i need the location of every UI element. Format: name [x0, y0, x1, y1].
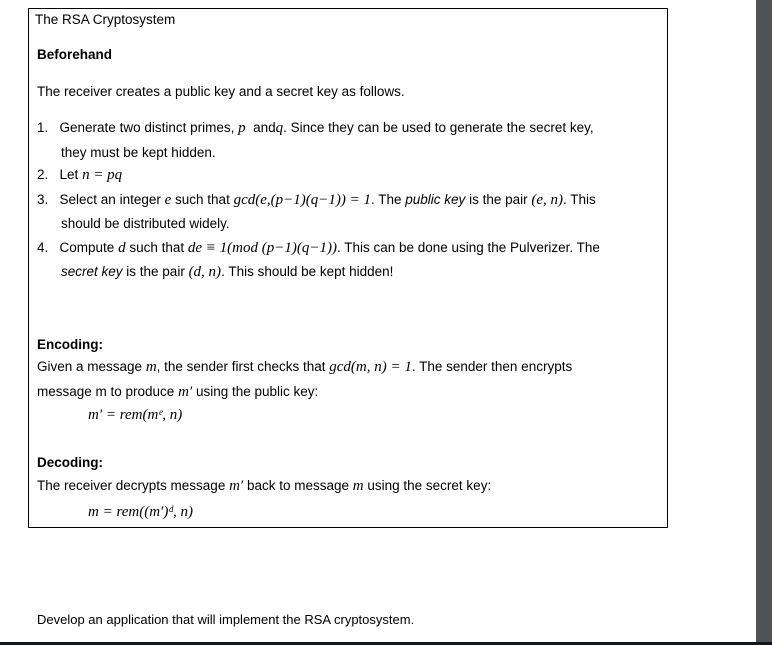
- item-text: . This: [563, 192, 596, 207]
- list-item-4-cont: [61, 264, 393, 280]
- math-e: e: [164, 192, 172, 208]
- beforehand-intro: The receiver creates a public key and a secret key as follows.: [37, 84, 405, 99]
- beforehand-heading: Beforehand: [37, 47, 113, 62]
- item-text: such that: [171, 192, 234, 207]
- text: , the sender first checks that: [156, 359, 330, 374]
- item-text: such that: [125, 240, 188, 255]
- item-number: 3.: [37, 192, 49, 207]
- encoding-formula: m′ = rem(mᵉ, n): [88, 407, 183, 423]
- encoding-heading: Encoding:: [37, 337, 103, 352]
- item-text: is the pair: [122, 264, 189, 279]
- footer-instruction: Develop an application that will implement the RSA cryptosystem.: [37, 612, 415, 627]
- item-text: . Since they can be used to generate the secret key,: [283, 120, 594, 135]
- decoding-formula: m = rem((m′)ᵈ, n): [88, 504, 193, 520]
- encoding-line-2: [37, 384, 318, 400]
- item-number: 1.: [37, 120, 49, 135]
- item-text: Generate two distinct primes,: [59, 120, 239, 135]
- item-text: . This should be kept hidden!: [221, 264, 394, 279]
- text: using the public key:: [192, 384, 319, 399]
- public-key-term: public key: [405, 192, 466, 207]
- item-text: is the pair: [465, 192, 532, 207]
- item-text: Let: [59, 167, 83, 182]
- math-p: p: [238, 120, 246, 136]
- item-number: 4.: [37, 240, 49, 255]
- list-item-1-cont: they must be kept hidden.: [61, 145, 216, 160]
- text: Given a message: [37, 359, 146, 374]
- math-n-eq-pq: n = pq: [82, 167, 123, 183]
- math-gcd-mn: gcd(m, n) = 1: [329, 359, 412, 375]
- text: using the secret key:: [363, 478, 492, 493]
- math-m-prime: m′: [229, 478, 244, 494]
- list-item-3: [37, 192, 596, 208]
- vertical-scrollbar[interactable]: [756, 0, 772, 642]
- encoding-line-1: [37, 359, 572, 375]
- math-q: q: [275, 120, 284, 136]
- decoding-heading: Decoding:: [37, 455, 103, 470]
- list-item-4: [37, 240, 600, 256]
- list-item-2: [37, 167, 122, 183]
- math-m-prime: m′: [178, 384, 193, 400]
- item-text: . This can be done using the Pulverizer. The: [336, 240, 600, 255]
- decoding-line-1: [37, 478, 491, 494]
- text: The receiver decrypts message: [37, 478, 230, 493]
- item-text: and: [249, 120, 276, 135]
- text: . The sender then encrypts: [411, 359, 573, 374]
- item-text: Compute: [59, 240, 119, 255]
- math-gcd: gcd(e,(p−1)(q−1)) = 1: [233, 192, 371, 208]
- item-number: 2.: [37, 167, 49, 182]
- text: back to message: [243, 478, 353, 493]
- math-congruence: de ≡ 1(mod (p−1)(q−1)): [187, 240, 337, 256]
- math-m: m: [145, 359, 157, 375]
- math-secret-key: (d, n): [188, 264, 222, 280]
- text: message m to produce: [37, 384, 179, 399]
- item-text: Select an integer: [59, 192, 165, 207]
- math-m: m: [352, 478, 364, 494]
- math-public-key: (e, n): [531, 192, 563, 208]
- item-text: . The: [370, 192, 406, 207]
- list-item-3-cont: should be distributed widely.: [61, 216, 230, 231]
- secret-key-term: secret key: [61, 264, 123, 279]
- document-title: The RSA Cryptosystem: [35, 12, 176, 27]
- list-item-1: [37, 120, 594, 136]
- math-d: d: [118, 240, 126, 256]
